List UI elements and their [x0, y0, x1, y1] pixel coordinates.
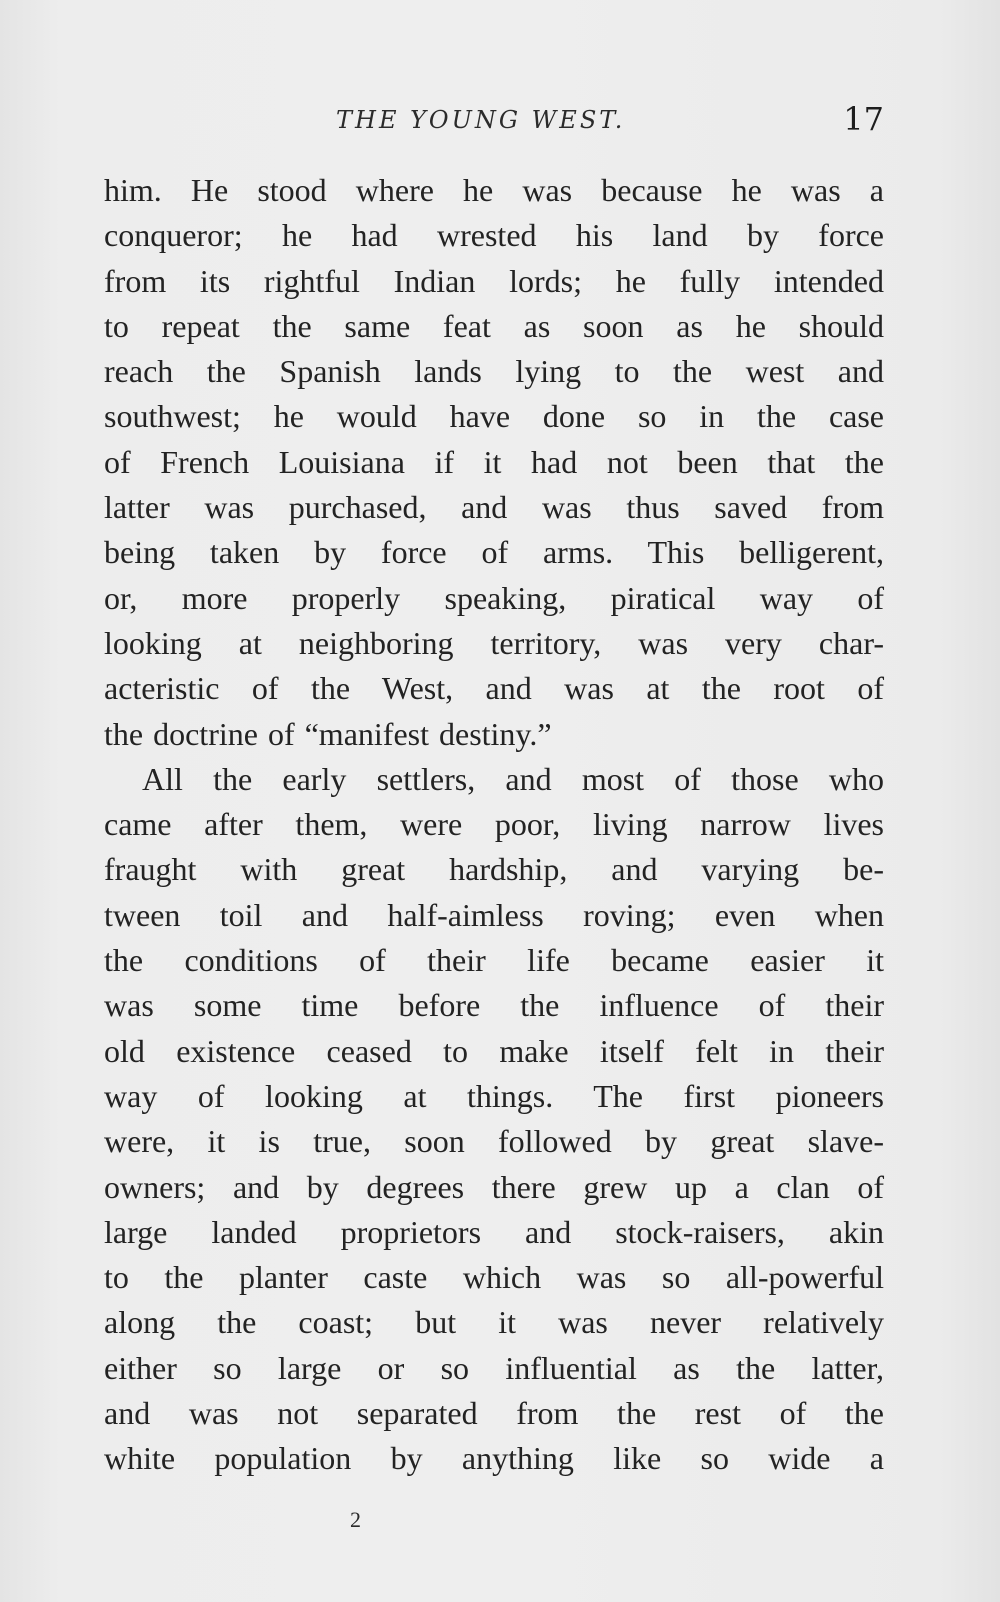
- text-line: old existence ceased to make itself felt in their: [104, 1032, 884, 1069]
- running-title: THE YOUNG WEST.: [336, 106, 626, 134]
- text-line: acteristic of the West, and was at the root of: [104, 670, 884, 707]
- text-line: from its rightful Indian lords; he fully intended: [104, 262, 884, 299]
- text-line: latter was purchased, and was thus saved from: [104, 489, 884, 526]
- page-number: 17: [843, 100, 884, 138]
- text-line: conqueror; he had wrested his land by force: [104, 217, 884, 254]
- text-line: being taken by force of arms. This belligerent,: [104, 534, 884, 571]
- text-line: southwest; he would have done so in the case: [104, 398, 884, 435]
- paragraph-first-line: All the early settlers, and most of those who: [142, 760, 884, 797]
- text-line: owners; and by degrees there grew up a clan of: [104, 1168, 884, 1205]
- text-line: were, it is true, soon followed by great slave-: [104, 1123, 884, 1160]
- running-head: [104, 100, 884, 144]
- text-line: large landed proprietors and stock-raisers, akin: [104, 1213, 884, 1250]
- text-line: to repeat the same feat as soon as he should: [104, 307, 884, 344]
- text-line: along the coast; but it was never relatively: [104, 1304, 884, 1341]
- text-line: tween toil and half-aimless roving; even when: [104, 896, 884, 933]
- text-line: reach the Spanish lands lying to the west and: [104, 353, 884, 390]
- text-line: the conditions of their life became easier it: [104, 942, 884, 979]
- signature-mark: 2: [350, 1507, 361, 1532]
- text-line: fraught with great hardship, and varying be-: [104, 851, 884, 888]
- text-line: looking at neighboring territory, was very char-: [104, 624, 884, 661]
- text-line: to the planter caste which was so all-powerful: [104, 1259, 884, 1296]
- text-line: or, more properly speaking, piratical way of: [104, 579, 884, 616]
- body-text: [104, 168, 884, 1482]
- text-line: and was not separated from the rest of the: [104, 1395, 884, 1432]
- text-line: was some time before the influence of their: [104, 987, 884, 1024]
- paragraph-end-line: the doctrine of “manifest destiny.”: [104, 715, 552, 752]
- text-line: came after them, were poor, living narrow lives: [104, 806, 884, 843]
- text-line: white population by anything like so wide a: [104, 1440, 884, 1477]
- text-line: him. He stood where he was because he was a: [104, 172, 884, 208]
- text-line: either so large or so influential as the latter,: [104, 1349, 884, 1386]
- text-line: way of looking at things. The first pioneers: [104, 1077, 884, 1114]
- text-line: of French Louisiana if it had not been that the: [104, 443, 884, 480]
